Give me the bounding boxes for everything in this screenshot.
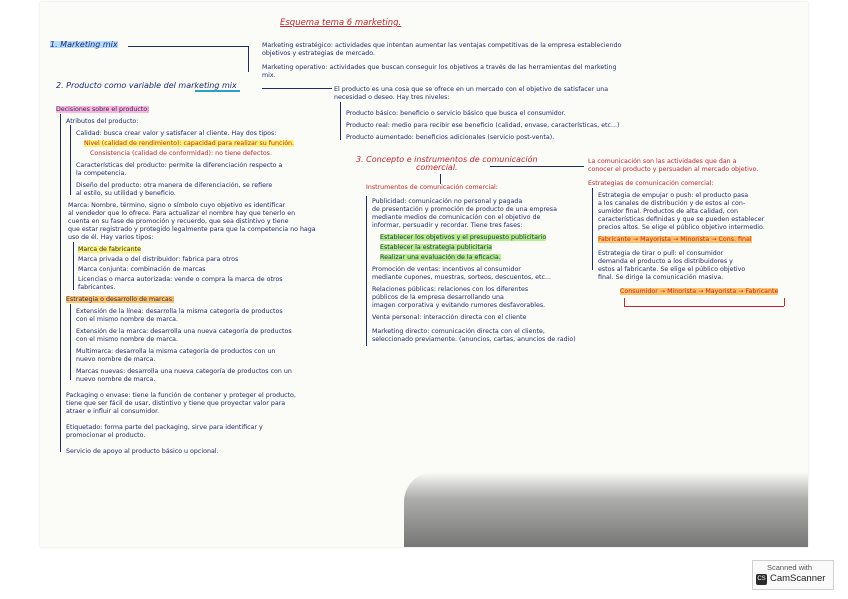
packaging-cont-2: atraer e influir al consumidor. — [66, 408, 160, 415]
extension-linea-cont: con el mismo nombre de marca. — [76, 316, 179, 323]
nivel-basico: Producto básico: beneficio o servicio básico que busca el consumidor. — [346, 110, 566, 117]
marca-tipo-licencias: Licencias o marca autorizada: vende o compra la marca de otros — [78, 276, 283, 283]
marca-tipo-conjunta: Marca conjunta: combinación de marcas — [78, 266, 206, 273]
pull-chain: Consumidor → Minorista → Mayorista → Fabricante — [620, 288, 779, 295]
relaciones-publicas: Relaciones públicas: relaciones con los diferentes — [372, 286, 529, 293]
marketing-directo-cont: seleccionado previamente. (anuncios, cartas, anuncios de radio) — [372, 336, 576, 343]
marketing-directo: Marketing directo: comunicación directa con el cliente, — [372, 328, 545, 335]
section-1-heading: 1. Marketing mix — [50, 40, 118, 49]
relaciones-publicas-cont-1: públicos de la empresa desarrollando una — [372, 294, 504, 301]
estrategias-tree-line — [592, 188, 593, 270]
nivel-real: Producto real: medio para recibir ese beneficio (calidad, envase, características, etc...) — [346, 122, 620, 129]
connector-line — [262, 88, 332, 89]
empujar-line-2: a los canales de distribución y de estos al con- — [598, 200, 746, 207]
marca-tipo-licencias-cont: fabricantes. — [78, 284, 116, 291]
producto-definicion-cont: necesidad o deseo. Hay tres niveles: — [334, 94, 450, 101]
marca-line-4: que estar registrado y protegido legalmente para que la competencia no haga — [68, 226, 316, 233]
marcas-nuevas: Marcas nuevas: desarrolla una nueva categoría de productos con un — [76, 368, 292, 375]
empujar-line-3: sumidor final. Productos de alta calidad, con — [598, 208, 738, 215]
marketing-operativo-cont: mix. — [262, 72, 276, 79]
multimarca-cont: nuevo nombre de marca. — [76, 356, 156, 363]
pull-arrow-line — [624, 298, 625, 306]
nivel-calidad: Nivel (calidad de rendimiento): capacidad para realizar su función. — [84, 140, 295, 147]
publicidad-line-2: de presentación y promoción de producto de una empresa — [372, 206, 557, 213]
connector-line — [440, 174, 441, 184]
marketing-operativo: Marketing operativo: actividades que buscan conseguir los objetivos a través de las herramientas del marketing — [262, 64, 617, 71]
diseno-cont: al estilo, su utilidad y beneficio. — [76, 190, 176, 197]
diseno-text: Diseño del producto: otra manera de diferenciación, se refiere — [76, 182, 273, 189]
scan-shadow — [404, 472, 808, 547]
caracteristicas-text: Características del producto: permite la diferenciación respecto a — [76, 162, 283, 169]
promocion-ventas-cont: mediante cupones, muestras, sorteos, descuentos, etc... — [372, 274, 551, 281]
scanned-page — [40, 2, 808, 547]
empujar-line-1: Estrategia de empujar o push: el producto pasa — [598, 192, 749, 199]
calidad-text: Calidad: busca crear valor y satisfacer al cliente. Hay dos tipos: — [76, 130, 277, 137]
bracket-line — [340, 102, 341, 140]
fase-3: Realizar una evaluación de la eficacia. — [380, 254, 501, 261]
push-chain: Fabricante → Mayorista → Minorista → Cons. final — [598, 236, 752, 243]
tirar-line-2: demanda el producto a los distribuidores y — [598, 258, 733, 265]
publicidad-line-1: Publicidad: comunicación no personal y pagada — [372, 198, 523, 205]
marketing-estrategico-cont: objetivos y estrategias de mercado. — [262, 50, 375, 57]
connector-line — [490, 166, 584, 167]
section-2-heading: 2. Producto como variable del marketing mix — [56, 81, 237, 90]
instrumentos-heading: Instrumentos de comunicación comercial: — [366, 184, 498, 191]
watermark-line-1: Scanned with — [767, 563, 813, 572]
decisiones-heading: Decisiones sobre el producto: — [56, 106, 150, 113]
watermark-line-2: CamScanner — [770, 573, 826, 584]
marcas-nuevas-cont: nuevo nombre de marca. — [76, 376, 156, 383]
atributos-heading: Atributos del producto: — [66, 118, 139, 125]
page-title: Esquema tema 6 marketing. — [280, 18, 402, 28]
comunicacion-definicion-cont: conocer el producto y persuaden al mercado objetivo. — [588, 166, 759, 173]
comunicacion-definicion: La comunicación son las actividades que dan a — [588, 158, 737, 165]
publicidad-line-3: mediante medios de comunicación con el objetivo de — [372, 214, 541, 221]
fase-1: Establecer los objetivos y el presupuesto publicitario — [380, 234, 547, 241]
connector-line — [128, 46, 248, 47]
marca-line-2: al vendedor que lo ofrece. Para actualizar el nombre hay que tenerlo en — [68, 210, 296, 217]
connector-line — [248, 46, 249, 72]
marca-line-1: Marca: Nombre, término, signo o símbolo cuyo objetivo es identificar — [68, 202, 286, 209]
tirar-line-3: estos al fabricante. Se elige el público objetivo — [598, 266, 746, 273]
marketing-estrategico: Marketing estratégico: actividades que intentan aumentar las ventajas competitivas de la empresa estableciendo — [262, 42, 622, 49]
venta-personal: Venta personal: interacción directa con el cliente — [372, 314, 527, 321]
consistencia-calidad: Consistencia (calidad de conformidad): no tiene defectos. — [90, 150, 272, 157]
left-tree-line — [60, 114, 61, 452]
marca-tipo-privada: Marca privada o del distribuidor: fabrica para otros — [78, 256, 239, 263]
extension-marca-cont: con el mismo nombre de marca. — [76, 336, 179, 343]
instrumentos-tree-line — [366, 196, 367, 346]
relaciones-publicas-cont-2: imagen corporativa y evitando rumores desfavorables. — [372, 302, 546, 309]
tirar-line-4: final. Se dirige la comunicación masiva. — [598, 274, 724, 281]
empujar-line-5: precios altos. Se elige el público objetivo intermedio. — [598, 224, 765, 231]
producto-definicion: El producto es una cosa que se ofrece en un mercado con el objetivo de satisfacer una — [334, 86, 609, 93]
camscanner-watermark — [752, 560, 834, 590]
etiquetado-cont: promocionar el producto. — [66, 432, 146, 439]
estrategia-tree-line — [70, 304, 71, 380]
caracteristicas-cont: la competencia. — [76, 170, 127, 177]
pull-arrow-line — [624, 306, 784, 307]
marca-line-5: uso de él. Hay varios tipos: — [68, 234, 154, 241]
heading-underline — [195, 90, 240, 92]
estrategia-marcas-heading: Estrategia o desarrollo de marcas: — [66, 296, 175, 303]
camscanner-logo-icon: CS — [756, 574, 767, 585]
estrategias-heading: Estrategias de comunicación comercial: — [588, 180, 714, 187]
packaging: Packaging o envase: tiene la función de contener y proteger el producto, — [66, 392, 296, 399]
section-3-heading: 3. Concepto e instrumentos de comunicación — [356, 155, 538, 164]
pull-arrow-line — [784, 298, 785, 306]
extension-marca: Extensión de la marca: desarrolla una nueva categoría de productos — [76, 328, 292, 335]
fase-2: Establecer la estrategia publicitaria — [380, 244, 492, 251]
empujar-line-4: características definidas y que se pueden establecer — [598, 216, 765, 223]
marca-line-3: cuenta en su fase de promoción y recuerdo, que sea distintivo y tiene — [68, 218, 289, 225]
tirar-line-1: Estrategia de tirar o pull: el consumidor — [598, 250, 724, 257]
multimarca: Multimarca: desarrolla la misma categoría de productos con un — [76, 348, 276, 355]
etiquetado: Etiquetado: forma parte del packaging, sirve para identificar y — [66, 424, 263, 431]
publicidad-line-4: informar, persuadir y recordar. Tiene tres fases: — [372, 222, 523, 229]
servicio-apoyo: Servicio de apoyo al producto básico u opcional. — [66, 448, 219, 455]
extension-linea: Extensión de la línea: desarrolla la misma categoría de productos — [76, 308, 283, 315]
packaging-cont-1: tiene que ser fácil de usar, distintivo y tiene que proyectar valor para — [66, 400, 286, 407]
nivel-aumentado: Producto aumentado: beneficios adicionales (servicio post-venta). — [346, 134, 555, 141]
promocion-ventas: Promoción de ventas: incentivos al consumidor — [372, 266, 521, 273]
section-3-heading-cont: comercial. — [416, 163, 458, 172]
marca-tipo-fabricante: Marca de fabricante — [78, 246, 142, 253]
marca-tree-line — [73, 242, 74, 290]
atributos-tree-line — [70, 125, 71, 195]
